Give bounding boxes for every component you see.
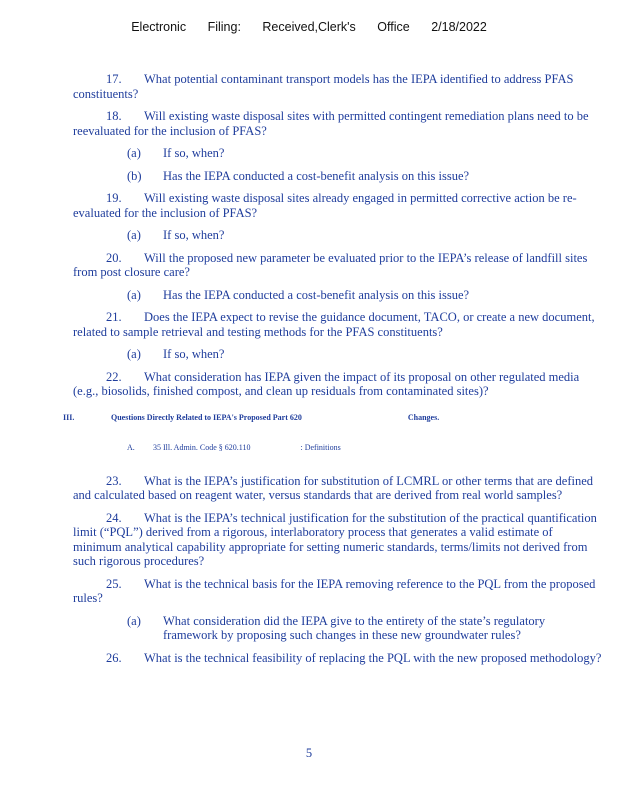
- subquestion-20a: [127, 288, 603, 303]
- question-21: [73, 310, 603, 339]
- header-electronic: Electronic: [131, 20, 187, 34]
- question-number: 20.: [106, 250, 122, 265]
- section-roman: III.: [63, 412, 75, 422]
- question-text: Will existing waste disposal sites with permitted contingent remediation plans need to be reevaluated for the inclusion of PFAS?: [73, 109, 589, 138]
- subquestion-text: Has the IEPA conducted a cost-benefit analysis on this issue?: [163, 168, 470, 183]
- subquestion-21a: [127, 347, 603, 362]
- question-20: [73, 251, 603, 280]
- question-text: Will the proposed new parameter be evaluated prior to the IEPA’s release of landfill sites from post closure care?: [73, 250, 588, 279]
- question-text: What is the IEPA’s justification for substitution of LCMRL or other terms that are defined and calculated based on reagent water, versus standards that are derived from real world samples?: [73, 473, 593, 502]
- subsection-label: A.: [127, 443, 135, 452]
- question-text: What potential contaminant transport models has the IEPA identified to address PFAS constituents?: [73, 72, 574, 101]
- question-text: What is the technical feasibility of replacing the PQL with the new proposed methodology?: [144, 650, 602, 665]
- section-heading: [63, 411, 603, 426]
- header-office: Office: [377, 20, 410, 34]
- question-number: 26.: [106, 650, 122, 665]
- subquestion-text: Has the IEPA conducted a cost-benefit analysis on this issue?: [163, 287, 470, 302]
- page-number: 5: [305, 746, 313, 760]
- subquestion-18a: [127, 146, 603, 161]
- section-changes: Changes.: [407, 412, 440, 422]
- question-number: 23.: [106, 473, 122, 488]
- question-text: What is the technical basis for the IEPA removing reference to the PQL from the proposed rules?: [73, 576, 596, 605]
- question-number: 19.: [106, 191, 122, 205]
- question-23: [73, 474, 603, 503]
- subquestion-label: (b): [127, 168, 142, 183]
- subquestion-25a: [127, 614, 603, 643]
- document-body: [63, 72, 603, 673]
- subsection-cite: 35 Ill. Admin. Code § 620.110: [153, 443, 251, 452]
- subquestion-text: If so, when?: [163, 146, 225, 160]
- subquestion-label: (a): [127, 146, 141, 160]
- question-26: [73, 651, 603, 666]
- question-number: 17.: [106, 72, 122, 86]
- subsection-def: : Definitions: [300, 443, 341, 452]
- subquestion-label: (a): [127, 613, 141, 628]
- question-25: [73, 577, 603, 606]
- subquestion-18b: [127, 169, 603, 184]
- question-number: 22.: [106, 369, 122, 384]
- subsection-heading: [127, 441, 603, 456]
- subquestion-text: If so, when?: [163, 347, 225, 361]
- question-text: What consideration has IEPA given the impact of its proposal on other regulated media (e.g., biosolids, finished compost, and clean up residuals from contaminated sites)?: [73, 369, 580, 398]
- question-17: [73, 72, 603, 101]
- subquestion-text: If so, when?: [163, 228, 225, 242]
- subquestion-label: (a): [127, 287, 141, 302]
- header-filing: Filing:: [207, 20, 241, 34]
- subquestion-19a: [127, 228, 603, 243]
- question-number: 25.: [106, 576, 122, 591]
- filing-header: [0, 20, 618, 34]
- subquestion-label: (a): [127, 347, 141, 361]
- subquestion-text: What consideration did the IEPA give to the entirety of the state’s regulatory framework by proposing such changes in these new groundwater rules?: [163, 613, 546, 642]
- question-22: [73, 370, 603, 399]
- question-19: [73, 191, 603, 220]
- header-date: 2/18/2022: [431, 20, 487, 34]
- header-received: Received,Clerk's: [262, 20, 356, 34]
- question-24: [73, 511, 603, 569]
- question-number: 21.: [106, 310, 122, 324]
- question-number: 18.: [106, 109, 122, 123]
- question-number: 24.: [106, 510, 122, 525]
- question-18: [73, 109, 603, 138]
- section-title: Questions Directly Related to IEPA's Proposed Part 620: [111, 412, 302, 422]
- subquestion-label: (a): [127, 228, 141, 242]
- question-text: Will existing waste disposal sites already engaged in permitted corrective action be re-evaluated for the inclusion of PFAS?: [73, 191, 577, 220]
- question-text: What is the IEPA’s technical justification for the substitution of the practical quantification limit (“PQL”) derived from a rigorous, interlaboratory process that generates a valid estimate of minimum analytical capability appropriate for setting numeric standards, terms/limits not derived from such rigorous procedures?: [73, 510, 597, 568]
- question-text: Does the IEPA expect to revise the guidance document, TACO, or create a new document, related to sample retrieval and testing methods for the PFAS constituents?: [73, 310, 595, 339]
